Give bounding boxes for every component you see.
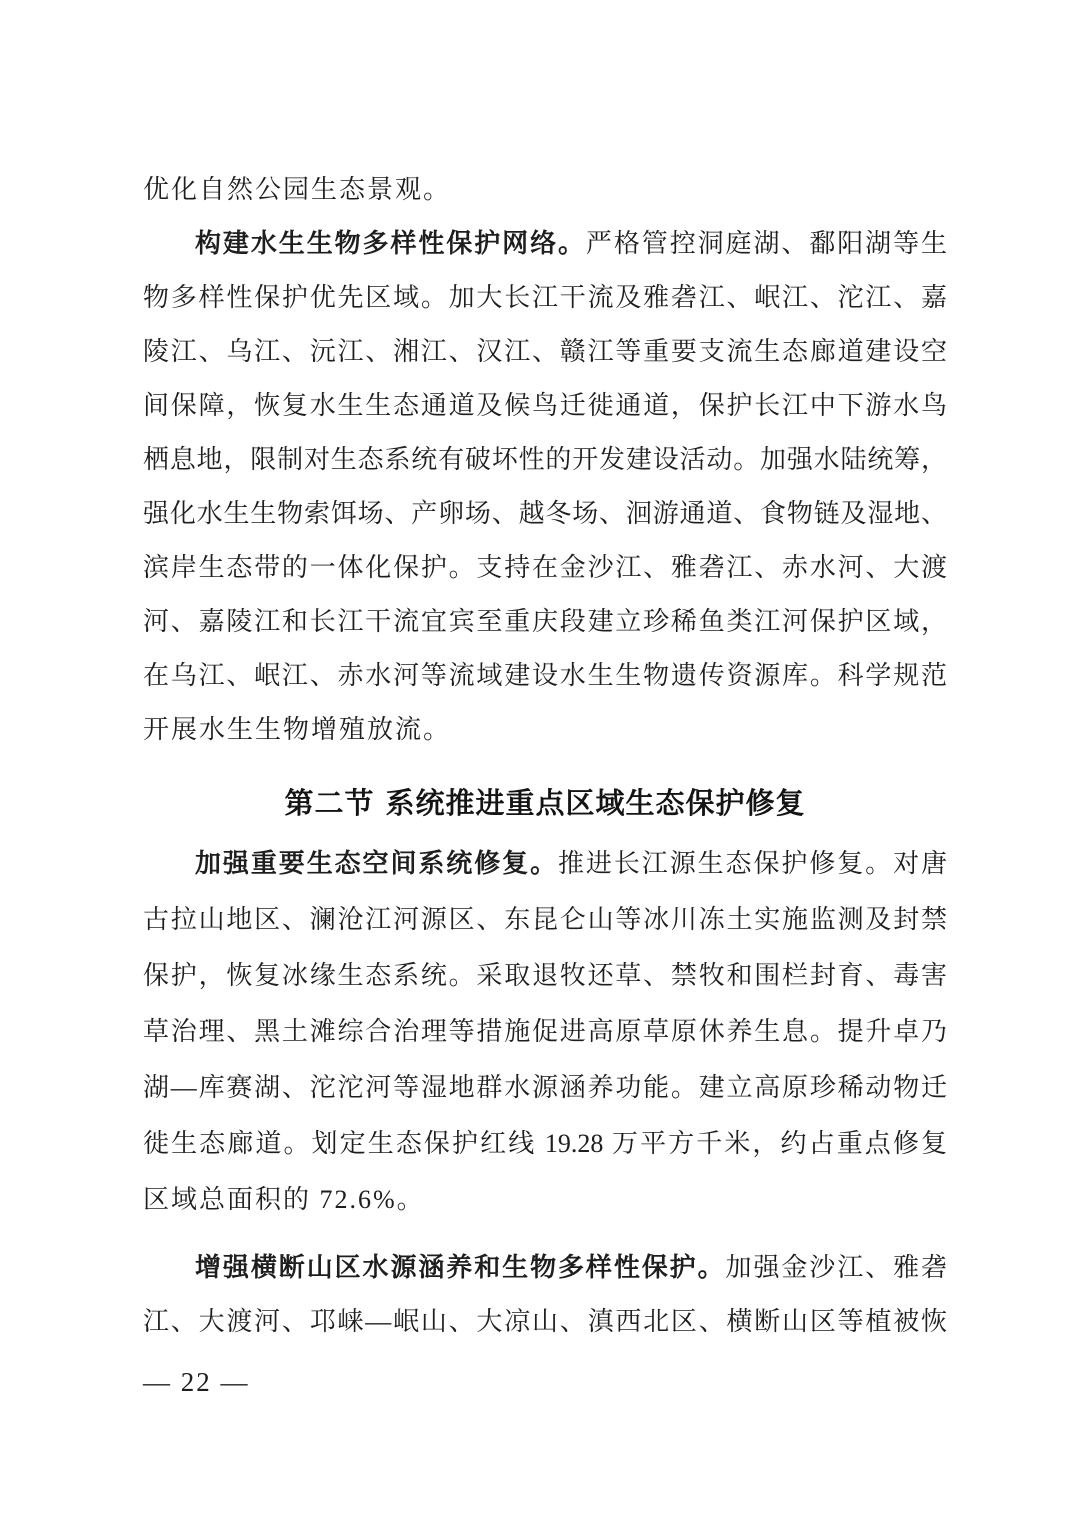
paragraph-aquatic-biodiversity xyxy=(143,217,947,757)
text-run: 严格管控洞庭湖、鄱阳湖等生 xyxy=(585,229,947,258)
text-run: 湖—库赛湖、沱沱河等湿地群水源涵养功能。建立高原珍稀动物迁 xyxy=(143,1073,947,1102)
text-run: 优化自然公园生态景观。 xyxy=(143,175,452,204)
text-run: 陵江、乌江、沅江、湘江、汉江、赣江等重要支流生态廊道建设空 xyxy=(143,337,947,366)
text-line xyxy=(143,1295,947,1349)
text-run: 河、嘉陵江和长江干流宜宾至重庆段建立珍稀鱼类江河保护区域， xyxy=(143,607,947,636)
text-run: 物多样性保护优先区域。加大长江干流及雅砻江、岷江、沱江、嘉 xyxy=(143,283,947,312)
text-run: 在乌江、岷江、赤水河等流域建设水生生物遗传资源库。科学规范 xyxy=(143,661,947,690)
text-line xyxy=(143,649,947,703)
text-run: 江、大渡河、邛崃—岷山、大凉山、滇西北区、横断山区等植被恢 xyxy=(143,1307,947,1336)
text-run: 加强金沙江、雅砻 xyxy=(725,1253,947,1282)
text-line xyxy=(143,325,947,379)
text-run: 栖息地，限制对生态系统有破坏性的开发建设活动。加强水陆统筹， xyxy=(143,445,947,474)
page-number xyxy=(143,1362,250,1402)
text-line xyxy=(143,1241,947,1295)
text-line xyxy=(143,541,947,595)
text-run: 开展水生生物增殖放流。 xyxy=(143,715,452,744)
text-line xyxy=(143,1004,947,1060)
section-heading: 第二节 系统推进重点区域生态保护修复 xyxy=(284,786,806,820)
text-line xyxy=(143,433,947,487)
text-line xyxy=(143,1172,947,1228)
text-run: 滨岸生态带的一体化保护。支持在金沙江、雅砻江、赤水河、大渡 xyxy=(143,553,947,582)
bold-run: 增强横断山区水源涵养和生物多样性保护。 xyxy=(195,1253,726,1282)
text-run: 间保障，恢复水生生态通道及候鸟迁徙通道，保护长江中下游水鸟 xyxy=(143,391,947,420)
text-run: 推进长江源生态保护修复。对唐 xyxy=(558,849,947,878)
page-number-text: — 22 — xyxy=(143,1367,250,1397)
paragraph-continuation xyxy=(143,163,947,217)
text-run: 徙生态廊道。划定生态保护红线 19.28 万平方千米，约占重点修复 xyxy=(143,1129,947,1158)
text-run: 区域总面积的 72.6%。 xyxy=(143,1185,425,1214)
text-line xyxy=(143,948,947,1004)
text-line xyxy=(143,217,947,271)
text-run: 强化水生生物索饵场、产卵场、越冬场、洄游通道、食物链及湿地、 xyxy=(143,499,947,528)
paragraph-ecological-space-restoration xyxy=(143,836,947,1228)
text-line xyxy=(143,163,947,217)
page-body xyxy=(143,163,947,1349)
text-line xyxy=(143,892,947,948)
text-run: 古拉山地区、澜沧江河源区、东昆仑山等冰川冻土实施监测及封禁 xyxy=(143,905,947,934)
text-line xyxy=(143,595,947,649)
text-line xyxy=(143,836,947,892)
text-line xyxy=(143,703,947,757)
bold-run: 加强重要生态空间系统修复。 xyxy=(195,849,558,878)
text-line xyxy=(143,379,947,433)
text-line xyxy=(143,487,947,541)
text-line xyxy=(143,1116,947,1172)
text-run: 保护，恢复冰缘生态系统。采取退牧还草、禁牧和围栏封育、毒害 xyxy=(143,961,947,990)
text-run: 草治理、黑土滩综合治理等措施促进高原草原休养生息。提升卓乃 xyxy=(143,1017,947,1046)
bold-run: 构建水生生物多样性保护网络。 xyxy=(195,229,586,258)
text-line xyxy=(143,271,947,325)
paragraph-hengduan-mountains xyxy=(143,1241,947,1349)
text-line xyxy=(143,1060,947,1116)
